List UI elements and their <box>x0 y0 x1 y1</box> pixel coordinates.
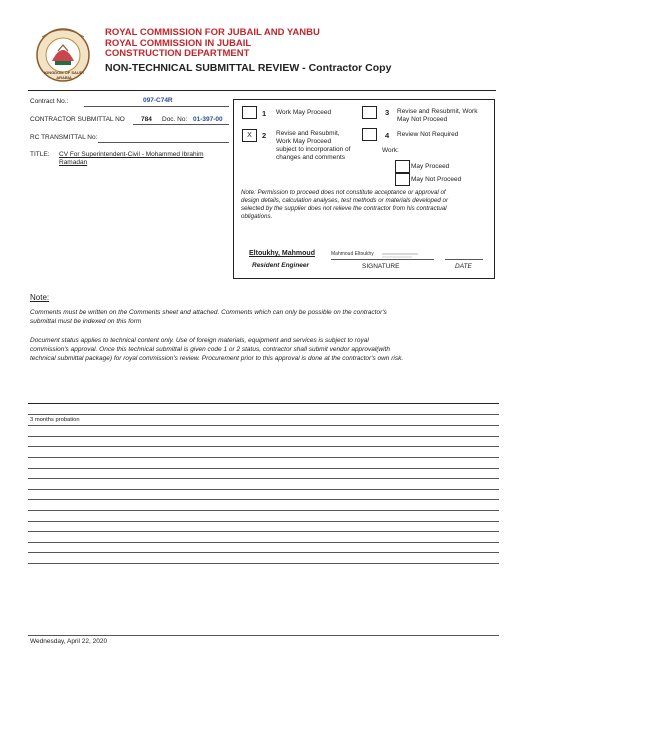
header-rule <box>28 90 496 91</box>
doc-no-value: 01-397-00 <box>193 116 223 123</box>
code-3-number: 3 <box>385 108 390 117</box>
comment-line[interactable] <box>28 457 499 458</box>
comment-line[interactable] <box>28 436 499 437</box>
org-line-3: CONSTRUCTION DEPARTMENT <box>105 48 250 59</box>
review-note-line2: design details, calculation analyses, test methods or materials developed or <box>241 197 449 204</box>
submittal-value: 784 <box>141 116 152 123</box>
notes-para1-line2: submittal must be indexed on this form <box>30 318 142 325</box>
work-may-not-proceed-text: May Not Proceed <box>411 176 462 183</box>
org-line-1: ROYAL COMMISSION FOR JUBAIL AND YANBU <box>105 27 320 38</box>
rc-transmittal-underline <box>98 142 229 143</box>
comment-line[interactable] <box>28 510 499 511</box>
code-2-line1: Revise and Resubmit, <box>276 130 340 137</box>
notes-para1-line1: Comments must be written on the Comments sheet and attached. Comments which can only be possible on the contractor's <box>30 309 387 316</box>
comment-line[interactable] <box>28 521 499 522</box>
submittal-label: CONTRACTOR SUBMITTAL NO <box>30 116 125 123</box>
footer-date: Wednesday, April 22, 2020 <box>30 638 108 645</box>
notes-para2-line1: Document status applies to technical content only. Use of foreign materials, equipment and services is subject to royal <box>30 337 369 344</box>
comment-line[interactable] <box>28 542 499 543</box>
comment-text-line1: 3 months probation <box>30 417 80 423</box>
code-1-text: Work May Proceed <box>276 109 332 116</box>
signature-line <box>331 259 434 260</box>
royal-commission-logo <box>30 25 96 83</box>
comment-line[interactable] <box>28 414 499 415</box>
comment-line[interactable] <box>28 425 499 426</box>
comment-line[interactable] <box>28 468 499 469</box>
notes-para2-line2: commission's approval. Once this technical submittal is given code 1 or 2 status, contractor shall submit vendor approval(with <box>30 346 390 353</box>
signature-label: SIGNATURE <box>362 263 400 270</box>
code-3-line2: May Not Proceed <box>397 116 448 123</box>
signature: Mahmoud Eltoukhy <box>331 251 374 257</box>
date-label: DATE <box>455 263 472 270</box>
comment-line[interactable] <box>28 552 499 553</box>
date-line <box>445 259 483 260</box>
code-2-line3: subject to incorporation of <box>276 146 351 153</box>
contract-no-underline <box>84 106 229 107</box>
comment-line[interactable] <box>28 531 499 532</box>
contract-no-label: Contract No.: <box>30 98 69 105</box>
comment-line[interactable] <box>28 478 499 479</box>
comment-line[interactable] <box>28 446 499 447</box>
rc-transmittal-label: RC TRANSMITTAL No: <box>30 134 98 141</box>
review-note-line4: obligations. <box>241 213 273 220</box>
code-3-line1: Revise and Resubmit, Work <box>397 108 478 115</box>
work-may-not-proceed-checkbox[interactable] <box>395 173 410 186</box>
comment-line[interactable] <box>28 563 499 564</box>
code-4-number: 4 <box>385 131 390 140</box>
work-may-proceed-checkbox[interactable] <box>395 160 410 173</box>
contract-no-value: 097-C74R <box>143 97 173 104</box>
reviewer-name: Eltoukhy, Mahmoud <box>249 250 315 257</box>
code-2-line2: Work May Proceed <box>276 138 332 145</box>
work-label: Work: <box>382 147 399 154</box>
notes-para2-line3: technical submittal package) for royal commission's review. Procurement prior to this approval is done at the contractor's own risk. <box>30 355 404 362</box>
title-value-line2: Ramadan <box>59 159 88 166</box>
comments-top-rule <box>28 403 499 404</box>
comment-line[interactable] <box>28 499 499 500</box>
title-value-line1: CV For Superintendent-Civil - Mohammed Ibrahim <box>59 151 204 158</box>
code-2-checkbox[interactable]: X <box>242 129 257 142</box>
review-note-line3: selected by the supplier does not relieve the contractor from his contractual <box>241 205 447 212</box>
signature-scribble <box>382 248 422 258</box>
code-4-text: Review Not Required <box>397 131 459 138</box>
code-1-checkbox[interactable] <box>242 106 257 119</box>
title-label: TITLE: <box>30 151 50 158</box>
comment-line[interactable] <box>28 489 499 490</box>
org-line-2: ROYAL COMMISSION IN JUBAIL <box>105 38 252 49</box>
code-2-line4: changes and comments <box>276 154 346 161</box>
logo-caption: KINGDOM OF SAUDI ARABIA <box>44 70 84 80</box>
footer-rule <box>28 635 499 636</box>
work-may-proceed-text: May Proceed <box>411 163 450 170</box>
doc-no-label: Doc. No: <box>162 116 188 123</box>
submittal-underline <box>133 124 229 125</box>
code-4-checkbox[interactable] <box>362 128 377 141</box>
reviewer-role: Resident Engineer <box>252 262 310 269</box>
code-1-number: 1 <box>262 109 267 118</box>
code-2-number: 2 <box>262 131 267 140</box>
code-3-checkbox[interactable] <box>362 106 377 119</box>
form-title: NON-TECHNICAL SUBMITTAL REVIEW - Contractor Copy <box>105 62 392 74</box>
review-note-line1: Note: Permission to proceed does not constitute acceptance or approval of <box>241 189 446 196</box>
notes-heading: Note: <box>30 293 50 302</box>
